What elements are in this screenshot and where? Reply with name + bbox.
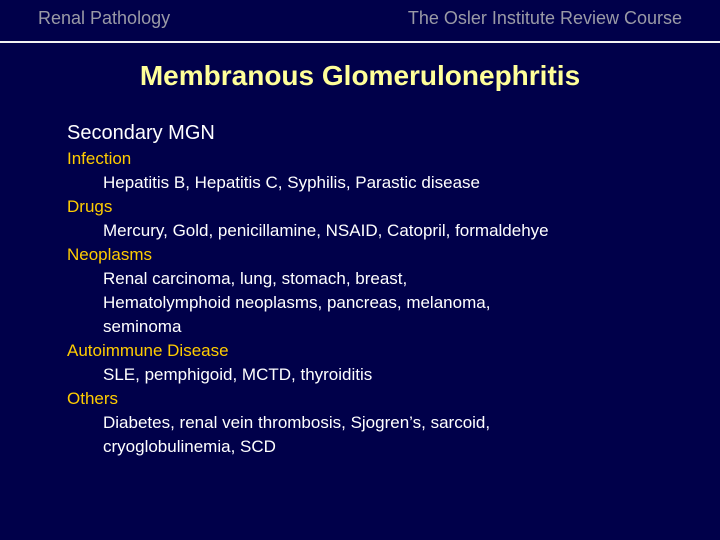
slide-content [67, 121, 707, 459]
category-autoimmune-disease [67, 339, 707, 387]
header-course-topic: Renal Pathology [38, 8, 171, 28]
category-detail-line: seminoma [103, 317, 182, 336]
category-detail-line: Mercury, Gold, penicillamine, NSAID, Catopril, formaldehye [103, 221, 549, 240]
category-detail-line: Diabetes, renal vein thrombosis, Sjogren’s, sarcoid, [103, 413, 491, 432]
slide-title: Membranous Glomerulonephritis [139, 60, 581, 91]
category-detail-line: SLE, pemphigoid, MCTD, thyroiditis [103, 365, 373, 384]
category-label: Infection [67, 149, 132, 168]
category-detail-line: cryoglobulinemia, SCD [103, 437, 276, 456]
category-detail-line: Hepatitis B, Hepatitis C, Syphilis, Parastic disease [103, 173, 480, 192]
category-detail-line: Hematolymphoid neoplasms, pancreas, melanoma, [103, 293, 491, 312]
category-detail-line: Renal carcinoma, lung, stomach, breast, [103, 269, 408, 288]
category-neoplasms [67, 243, 707, 339]
category-label: Neoplasms [67, 245, 153, 264]
category-infection [67, 147, 707, 195]
category-drugs [67, 195, 707, 243]
header-course-name: The Osler Institute Review Course [407, 8, 682, 28]
category-label: Drugs [67, 197, 113, 216]
category-label: Others [67, 389, 119, 408]
section-heading: Secondary MGN [67, 122, 215, 144]
category-others [67, 387, 707, 459]
header-divider [0, 41, 720, 43]
category-label: Autoimmune Disease [67, 341, 229, 360]
